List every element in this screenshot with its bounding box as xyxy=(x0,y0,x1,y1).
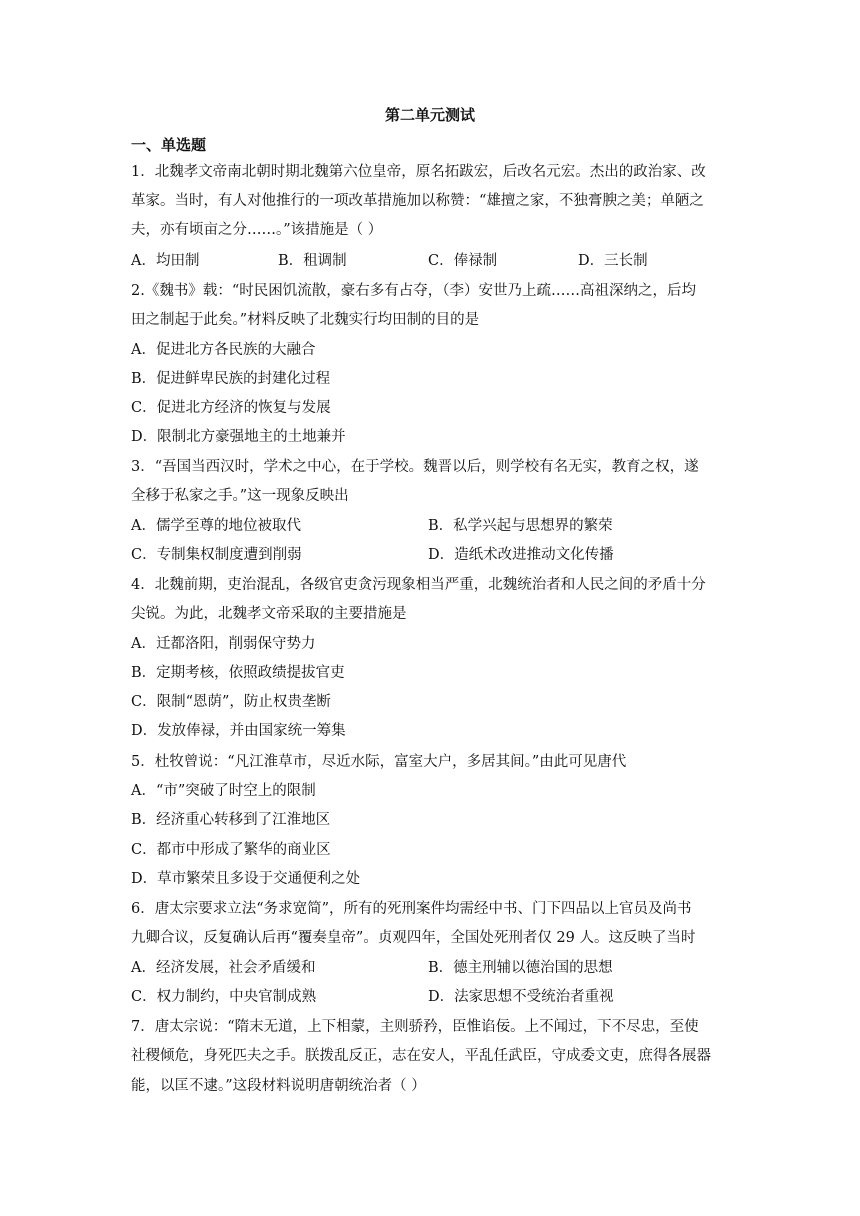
question-4-line-1: 4．北魏前期，吏治混乱，各级官吏贪污现象相当严重，北魏统治者和人民之间的矛盾十分 xyxy=(131,577,706,593)
page-title: 第二单元测试 xyxy=(384,106,475,124)
question-4-option-c: C．限制“恩荫”，防止权贵垄断 xyxy=(131,694,331,710)
question-3-option-d: D．造纸术改进推动文化传播 xyxy=(428,547,614,563)
question-1-line-1: 1．北魏孝文帝南北朝时期北魏第六位皇帝，原名拓跋宏，后改名元宏。杰出的政治家、改 xyxy=(131,164,706,180)
question-1-option-b: B．租调制 xyxy=(278,253,347,269)
question-2-line-1: 2.《魏书》载：“时民困饥流散，豪右多有占夺，（李）安世乃上疏……高祖深纳之，后均 xyxy=(131,283,696,299)
question-6-option-b: B．德主刑辅以德治国的思想 xyxy=(428,960,613,976)
question-7-line-3: 能，以匡不逮。”这段材料说明唐朝统治者（ ） xyxy=(131,1078,426,1094)
question-7-line-1: 7．唐太宗说：“隋末无道，上下相蒙，主则骄矜，臣惟谄佞。上不闻过，下不尽忠，至使 xyxy=(131,1019,699,1035)
question-6-option-d: D．法家思想不受统治者重视 xyxy=(428,989,614,1005)
question-4-option-d: D．发放俸禄，并由国家统一筹集 xyxy=(131,723,346,739)
question-6-line-2: 九卿合议，反复确认后再“覆奏皇帝”。贞观四年，全国处死刑者仅 29 人。这反映了当时 xyxy=(131,930,696,946)
question-4-option-b: B．定期考核，依照政绩提拔官吏 xyxy=(131,665,345,681)
question-1-option-a: A．均田制 xyxy=(131,253,200,269)
question-7-line-2: 社稷倾危，身死匹夫之手。朕拨乱反正，志在安人，平乱任武臣，守成委文吏，庶得各展器 xyxy=(131,1048,711,1064)
question-5-option-c: C．都市中形成了繁华的商业区 xyxy=(131,842,331,858)
question-3-line-2: 全移于私家之手。”这一现象反映出 xyxy=(131,488,349,504)
question-6-option-c: C．权力制约，中央官制成熟 xyxy=(131,989,317,1005)
question-3-option-c: C．专制集权制度遭到削弱 xyxy=(131,547,302,563)
question-2-option-c: C．促进北方经济的恢复与发展 xyxy=(131,400,331,416)
section-heading: 一、单选题 xyxy=(131,136,207,154)
question-2-option-a: A．促进北方各民族的大融合 xyxy=(131,342,316,358)
question-4-option-a: A．迁都洛阳，削弱保守势力 xyxy=(131,636,316,652)
question-3-line-1: 3．“吾国当西汉时，学术之中心，在于学校。魏晋以后，则学校有名无实，教育之权，遂 xyxy=(131,459,699,475)
question-2-option-b: B．促进鲜卑民族的封建化过程 xyxy=(131,371,331,387)
question-2-option-d: D．限制北方豪强地主的土地兼并 xyxy=(131,429,346,445)
question-6-line-1: 6．唐太宗要求立法“务求宽简”，所有的死刑案件均需经中书、门下四品以上官员及尚书 xyxy=(131,901,692,917)
question-3-option-b: B．私学兴起与思想界的繁荣 xyxy=(428,518,613,534)
question-5-option-b: B．经济重心转移到了江淮地区 xyxy=(131,812,331,828)
question-1-line-2: 革家。当时，有人对他推行的一项改革措施加以称赞：“雄擅之家，不独膏腴之美；单陋之 xyxy=(131,193,704,209)
question-2-line-2: 田之制起于此矣。”材料反映了北魏实行均田制的目的是 xyxy=(131,312,480,328)
question-1-option-d: D．三长制 xyxy=(578,253,648,269)
question-5-line-1: 5．杜牧曾说：“凡江淮草市，尽近水际，富室大户，多居其间。”由此可见唐代 xyxy=(131,754,627,770)
question-1-option-c: C．俸禄制 xyxy=(428,253,498,269)
question-3-option-a: A．儒学至尊的地位被取代 xyxy=(131,518,301,534)
question-5-option-d: D．草市繁荣且多设于交通便利之处 xyxy=(131,871,361,887)
question-6-option-a: A．经济发展，社会矛盾缓和 xyxy=(131,960,316,976)
question-1-line-3: 夫，亦有顷亩之分……。”该措施是（ ） xyxy=(131,222,383,238)
question-4-line-2: 尖锐。为此，北魏孝文帝采取的主要措施是 xyxy=(131,606,407,622)
question-5-option-a: A．“市”突破了时空上的限制 xyxy=(131,783,316,799)
